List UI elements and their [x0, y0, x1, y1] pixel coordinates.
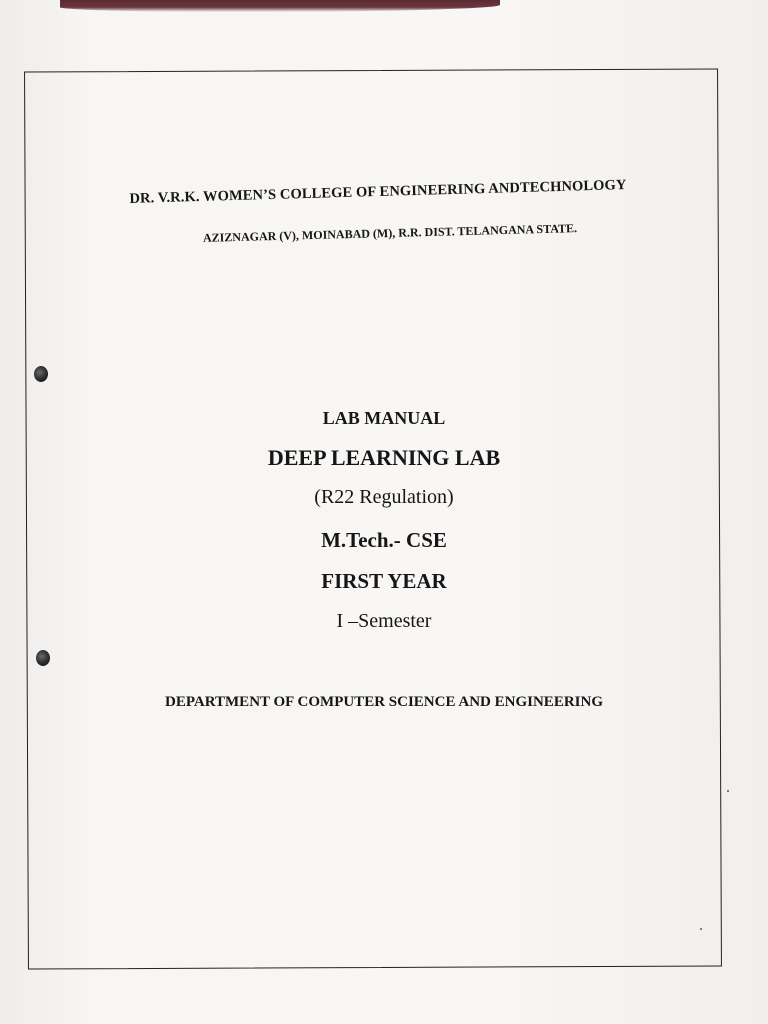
punch-hole-icon — [36, 650, 50, 666]
document-type: LAB MANUAL — [322, 408, 446, 428]
college-name: DR. V.R.K. WOMEN’S COLLEGE OF ENGINEERING ANDTECHNOLOGY — [129, 177, 627, 207]
department: DEPARTMENT OF COMPUTER SCIENCE AND ENGINEERING — [165, 694, 603, 710]
punch-hole-icon — [34, 366, 48, 382]
binding-strip — [60, 0, 500, 12]
scan-speck — [700, 928, 702, 930]
program: M.Tech.- CSE — [321, 528, 447, 552]
college-address: AZIZNAGAR (V), MOINABAD (M), R.R. DIST. TELANGANA STATE. — [202, 221, 578, 245]
course-title: DEEP LEARNING LAB — [267, 445, 501, 470]
scan-speck — [727, 790, 729, 792]
semester: I –Semester — [336, 610, 432, 632]
regulation: (R22 Regulation) — [314, 486, 454, 508]
year: FIRST YEAR — [321, 569, 447, 593]
